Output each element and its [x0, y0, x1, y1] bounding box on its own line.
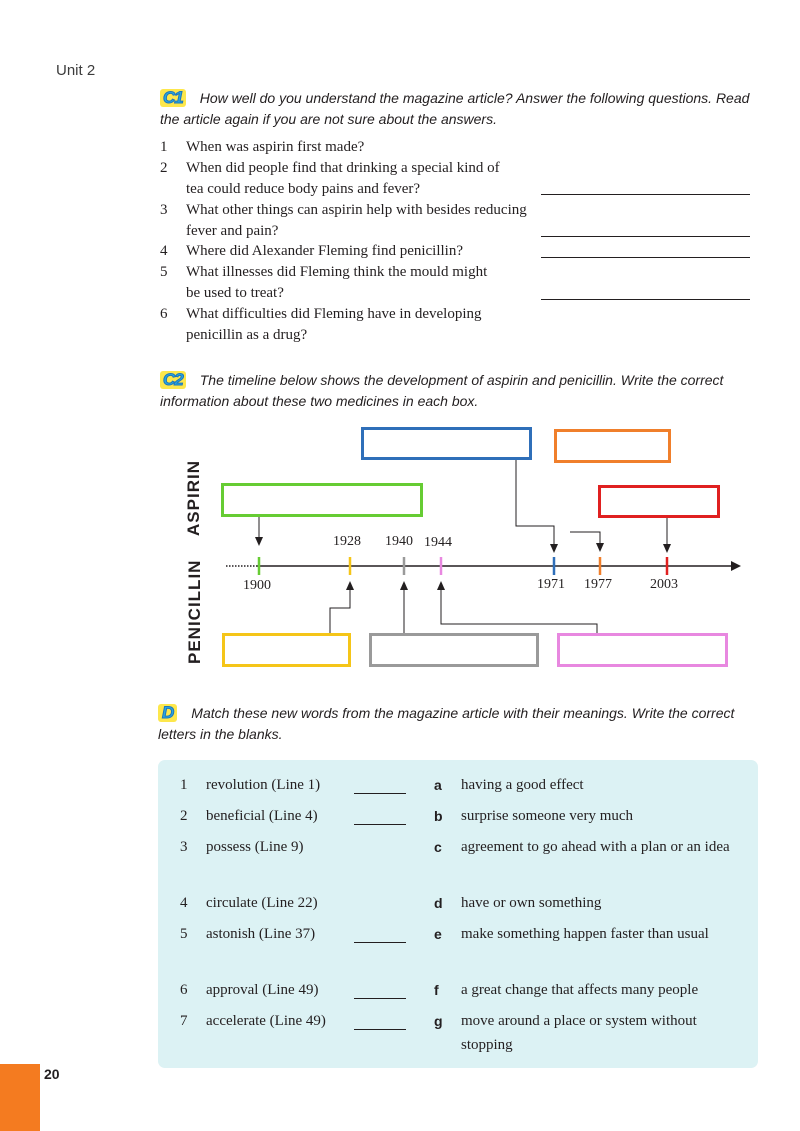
answer-line[interactable] — [541, 236, 750, 237]
answer-line[interactable] — [541, 257, 750, 258]
arrow-blue — [550, 544, 558, 553]
match-number: 1 — [180, 777, 188, 793]
question-number: 4 — [160, 243, 168, 259]
match-letter: d — [434, 895, 443, 911]
year-1971: 1971 — [537, 577, 565, 592]
answer-blank[interactable] — [354, 998, 406, 999]
answer-blank[interactable] — [354, 942, 406, 943]
arrow-orange — [596, 543, 604, 552]
match-word: circulate (Line 22) — [206, 895, 318, 911]
box-grey-penicillin[interactable] — [369, 633, 539, 667]
d-instruction-text: Match these new words from the magazine article with their meanings. Write the correct letters in the blanks. — [158, 705, 735, 742]
connector-yellow — [330, 590, 350, 634]
match-number: 3 — [180, 839, 188, 855]
label-penicillin: PENICILLIN — [185, 559, 204, 664]
d-badge: D — [158, 704, 177, 722]
connector-pink — [441, 590, 597, 634]
year-2003: 2003 — [650, 577, 678, 592]
year-1928: 1928 — [333, 534, 361, 549]
match-meaning: having a good effect — [461, 777, 584, 793]
match-meaning: agreement to go ahead with a plan or an idea — [461, 839, 730, 855]
connector-orange — [570, 532, 600, 544]
question-number: 5 — [160, 264, 168, 280]
match-number: 5 — [180, 926, 188, 942]
match-letter: c — [434, 839, 442, 855]
d-instruction — [158, 703, 758, 745]
box-yellow-penicillin[interactable] — [222, 633, 351, 667]
year-1977: 1977 — [584, 577, 612, 592]
answer-line[interactable] — [541, 299, 750, 300]
match-letter: g — [434, 1013, 443, 1029]
timeline-arrowhead — [731, 561, 741, 571]
match-meaning: move around a place or system without stopping — [461, 1013, 697, 1053]
c1-instruction — [160, 88, 760, 130]
answer-blank[interactable] — [354, 824, 406, 825]
box-pink-penicillin[interactable] — [557, 633, 728, 667]
year-1940: 1940 — [385, 534, 413, 549]
match-word: beneficial (Line 4) — [206, 808, 318, 824]
match-letter: e — [434, 926, 442, 942]
answer-blank[interactable] — [354, 1029, 406, 1030]
page-number: 20 — [44, 1066, 60, 1082]
question-number: 6 — [160, 306, 168, 322]
match-letter: f — [434, 982, 439, 998]
match-letter: a — [434, 777, 442, 793]
year-1900: 1900 — [243, 578, 271, 593]
match-word: approval (Line 49) — [206, 982, 319, 998]
question-number: 2 — [160, 160, 168, 176]
answer-line[interactable] — [541, 194, 750, 195]
match-word: accelerate (Line 49) — [206, 1013, 326, 1029]
question-number: 1 — [160, 139, 168, 155]
connector-blue — [516, 460, 554, 545]
c2-instruction — [160, 370, 760, 412]
c1-badge: C1 — [160, 89, 186, 107]
match-number: 7 — [180, 1013, 188, 1029]
question-number: 3 — [160, 202, 168, 218]
unit-label: Unit 2 — [56, 62, 96, 79]
question-text: Where did Alexander Fleming find penicillin? — [186, 243, 464, 259]
match-meaning: have or own something — [461, 895, 602, 911]
match-meaning: a great change that affects many people — [461, 982, 699, 998]
match-word: astonish (Line 37) — [206, 926, 316, 942]
question-text: What illnesses did Fleming think the mould might be used to treat? — [186, 264, 488, 301]
year-1944: 1944 — [424, 535, 452, 550]
arrow-green — [255, 537, 263, 546]
arrow-pink — [437, 581, 445, 590]
page-tab — [0, 1064, 40, 1131]
box-blue-aspirin[interactable] — [361, 427, 532, 460]
match-letter: b — [434, 808, 443, 824]
question-text: When was aspirin first made? — [186, 139, 365, 155]
c1-instruction-text: How well do you understand the magazine article? Answer the following questions. Read the article again if you are not sure about the answers. — [160, 90, 750, 127]
match-meaning: surprise someone very much — [461, 808, 634, 824]
label-aspirin: ASPIRIN — [184, 460, 203, 536]
matching-panel — [158, 760, 758, 1068]
arrow-red — [663, 544, 671, 553]
match-number: 6 — [180, 982, 188, 998]
match-word: revolution (Line 1) — [206, 777, 321, 793]
match-meaning: make something happen faster than usual — [461, 926, 709, 942]
c2-badge: C2 — [160, 371, 186, 389]
question-text: When did people find that drinking a special kind of tea could reduce body pains and fever? — [186, 160, 500, 197]
box-green-aspirin[interactable] — [221, 483, 423, 517]
arrow-grey — [400, 581, 408, 590]
match-number: 4 — [180, 895, 188, 911]
match-word: possess (Line 9) — [206, 839, 304, 855]
question-text: What other things can aspirin help with besides reducing fever and pain? — [186, 202, 527, 239]
box-red-aspirin[interactable] — [598, 485, 720, 518]
match-number: 2 — [180, 808, 188, 824]
arrow-yellow — [346, 581, 354, 590]
c2-instruction-text: The timeline below shows the development of aspirin and penicillin. Write the correct information about these two medicines in each box. — [160, 372, 724, 409]
box-orange-aspirin[interactable] — [554, 429, 671, 463]
answer-blank[interactable] — [354, 793, 406, 794]
question-text: What difficulties did Fleming have in developing penicillin as a drug? — [186, 306, 482, 343]
